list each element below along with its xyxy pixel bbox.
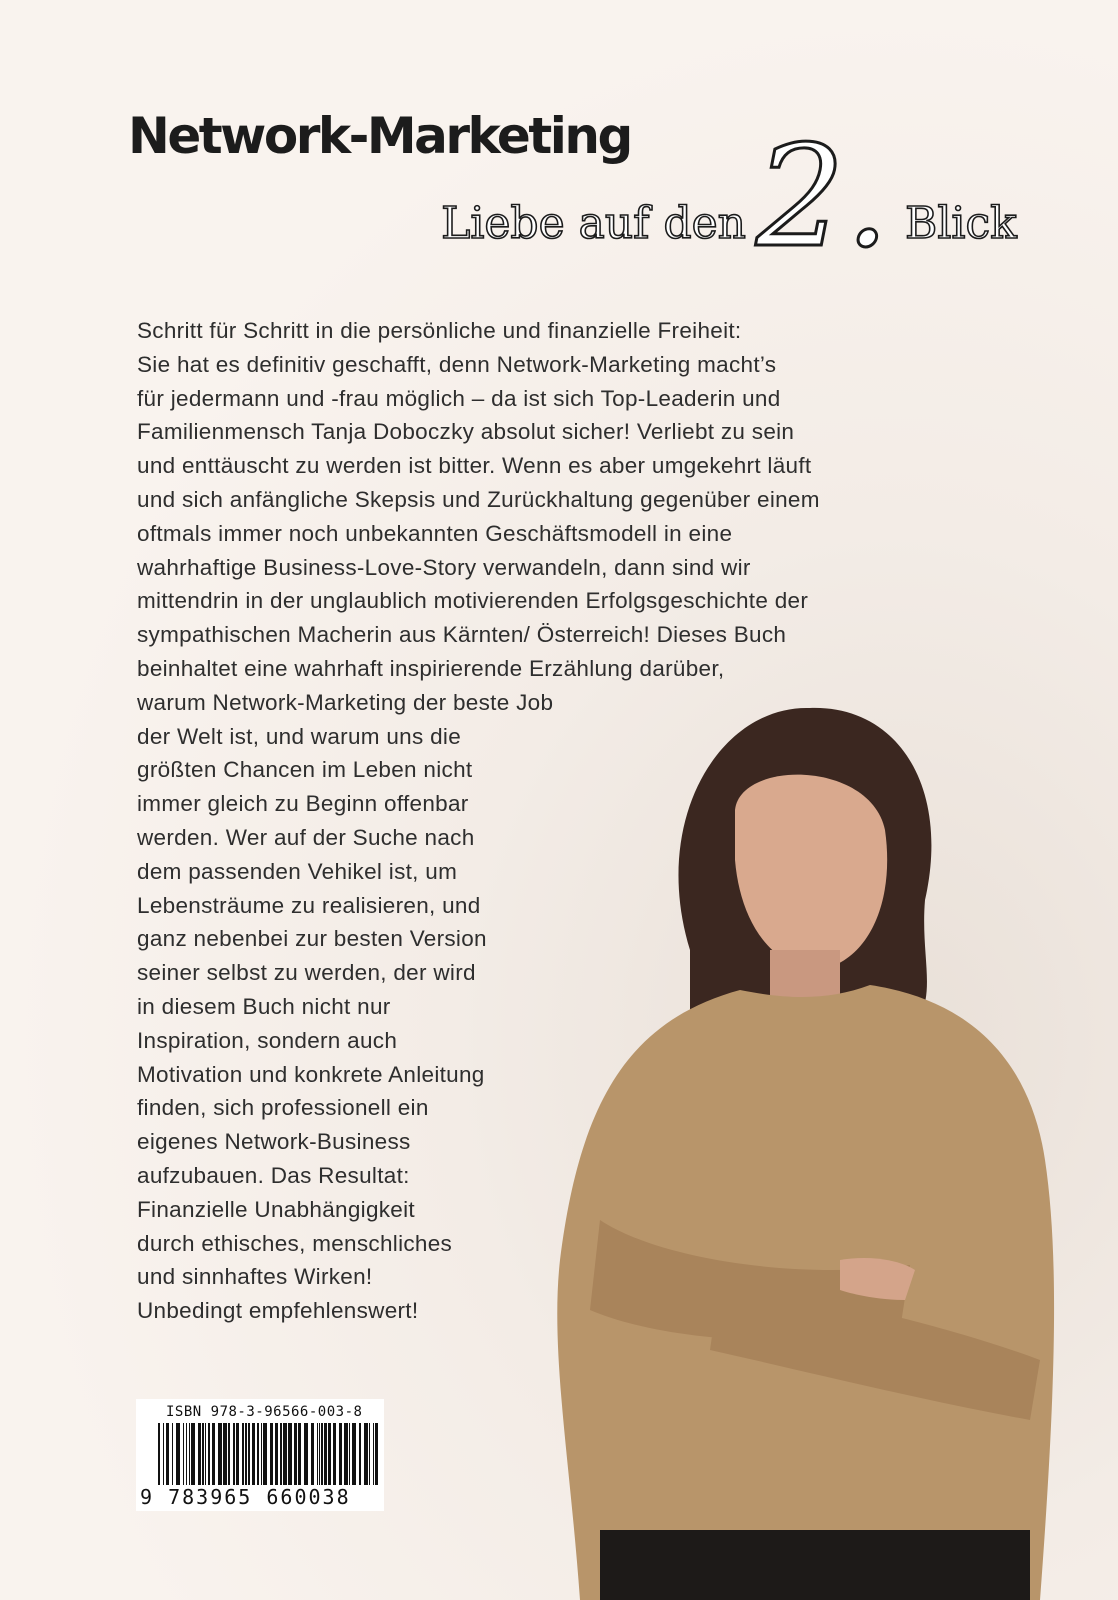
blurb-line: Inspiration, sondern auch — [137, 1027, 398, 1053]
blurb-line: und sinnhaftes Wirken! — [137, 1264, 373, 1290]
blurb-line: Schritt für Schritt in die persönliche und finanzielle Freiheit: — [137, 318, 742, 343]
barcode-bar — [270, 1423, 273, 1485]
blurb-text — [137, 314, 820, 1328]
barcode-bar — [304, 1423, 308, 1485]
barcode-bar — [158, 1423, 160, 1485]
barcode-bar — [191, 1423, 195, 1485]
blurb-line: mittendrin in der unglaublich motivierenden Erfolgsgeschichte der — [137, 588, 809, 614]
barcode-bar — [242, 1423, 244, 1485]
blurb-line: in diesem Buch nicht nur — [137, 993, 391, 1019]
blurb-line: warum Network-Marketing der beste Job — [137, 689, 554, 715]
blurb-line: Sie hat es definitiv geschafft, denn Network-Marketing macht’s — [137, 351, 777, 377]
barcode-bar — [245, 1423, 247, 1485]
barcode-bar — [248, 1423, 250, 1485]
barcode-bar — [236, 1423, 239, 1485]
barcode-bar — [233, 1423, 235, 1485]
blurb-line: größten Chancen im Leben nicht — [137, 757, 473, 783]
barcode-bar — [319, 1423, 320, 1485]
subtitle-number: 2. — [756, 116, 890, 279]
blurb-line: durch ethisches, menschliches — [137, 1230, 453, 1256]
blurb-line: Unbedingt empfehlenswert! — [137, 1298, 419, 1324]
blurb-line: der Welt ist, und warum uns die — [137, 723, 462, 749]
barcode-bar — [328, 1423, 331, 1485]
barcode-bar — [369, 1423, 370, 1485]
barcode-bar — [228, 1423, 230, 1485]
barcode-bar — [352, 1423, 356, 1485]
blurb-line: aufzubauen. Das Resultat: — [137, 1162, 410, 1188]
barcode-bar — [189, 1423, 190, 1485]
blurb-line: wahrhaftige Business-Love-Story verwandeln, dann sind wir — [137, 554, 751, 580]
subtitle-end: Blick — [905, 198, 1017, 249]
barcode-bar — [176, 1423, 180, 1485]
blurb-line: dem passenden Vehikel ist, um — [137, 858, 458, 884]
isbn-barcode — [136, 1399, 384, 1511]
barcode-bar — [198, 1423, 201, 1485]
barcode-bar — [212, 1423, 215, 1485]
barcode-bar — [344, 1423, 348, 1485]
isbn-label: ISBN 978-3-96566-003-8 — [166, 1404, 363, 1420]
barcode-bar — [324, 1423, 327, 1485]
barcode-bar — [280, 1423, 282, 1485]
blurb-line: ganz nebenbei zur besten Version — [137, 926, 487, 952]
barcode-bar — [359, 1423, 361, 1485]
blurb-line: oftmals immer noch unbekannten Geschäftsmodell in eine — [137, 520, 733, 546]
barcode-bar — [317, 1423, 318, 1485]
barcode-bar — [172, 1423, 173, 1485]
blurb-line: und sich anfängliche Skepsis und Zurückhaltung gegenüber einem — [137, 486, 820, 512]
pants — [600, 1530, 1030, 1600]
barcode-bar — [333, 1423, 336, 1485]
blurb-line: und enttäuscht zu werden ist bitter. Wenn es aber umgekehrt läuft — [137, 453, 812, 479]
blurb-line: Lebensträume zu realisieren, und — [137, 892, 481, 918]
barcode-bar — [257, 1423, 259, 1485]
blurb-line: sympathischen Macherin aus Kärnten/ Österreich! Dieses Buch — [137, 622, 787, 648]
barcode-bar — [163, 1423, 164, 1485]
barcode-bar — [183, 1423, 184, 1485]
barcode-bar — [186, 1423, 187, 1485]
barcode-bar — [311, 1423, 314, 1485]
barcode-bar — [375, 1423, 378, 1485]
barcode-bar — [288, 1423, 292, 1485]
blurb-line: immer gleich zu Beginn offenbar — [137, 791, 469, 817]
barcode-bars — [158, 1423, 380, 1485]
barcode-bar — [364, 1423, 368, 1485]
barcode-bar — [263, 1423, 267, 1485]
book-subtitle: Liebe auf den — [441, 198, 746, 249]
blurb-line: Finanzielle Unabhängigkeit — [137, 1196, 415, 1222]
barcode-digits: 9 783965 660038 — [140, 1485, 351, 1509]
barcode-bar — [205, 1423, 206, 1485]
barcode-bar — [294, 1423, 297, 1485]
blurb-line: Familienmensch Tanja Doboczky absolut sicher! Verliebt zu sein — [137, 419, 795, 445]
barcode-bar — [252, 1423, 255, 1485]
barcode-bar — [208, 1423, 210, 1485]
blurb-line: Motivation und konkrete Anleitung — [137, 1061, 485, 1087]
barcode-bar — [166, 1423, 169, 1485]
barcode-bar — [339, 1423, 342, 1485]
blurb-line: beinhaltet eine wahrhaft inspirierende Erzählung darüber, — [137, 655, 725, 681]
blurb-line: seiner selbst zu werden, der wird — [137, 960, 476, 986]
barcode-bar — [218, 1423, 222, 1485]
book-title: Network-Marketing — [128, 107, 631, 165]
blurb-line: werden. Wer auf der Suche nach — [137, 824, 475, 850]
barcode-bar — [275, 1423, 278, 1485]
barcode-bar — [261, 1423, 262, 1485]
barcode-bar — [283, 1423, 287, 1485]
barcode-bar — [373, 1423, 374, 1485]
barcode-bar — [298, 1423, 301, 1485]
blurb-line: für jedermann und -frau möglich – da ist sich Top-Leaderin und — [137, 385, 781, 411]
blurb-line: finden, sich professionell ein — [137, 1095, 429, 1121]
barcode-bar — [223, 1423, 227, 1485]
barcode-bar — [321, 1423, 323, 1485]
barcode-bar — [202, 1423, 204, 1485]
blurb-line: eigenes Network-Business — [137, 1129, 411, 1155]
barcode-bar — [349, 1423, 350, 1485]
